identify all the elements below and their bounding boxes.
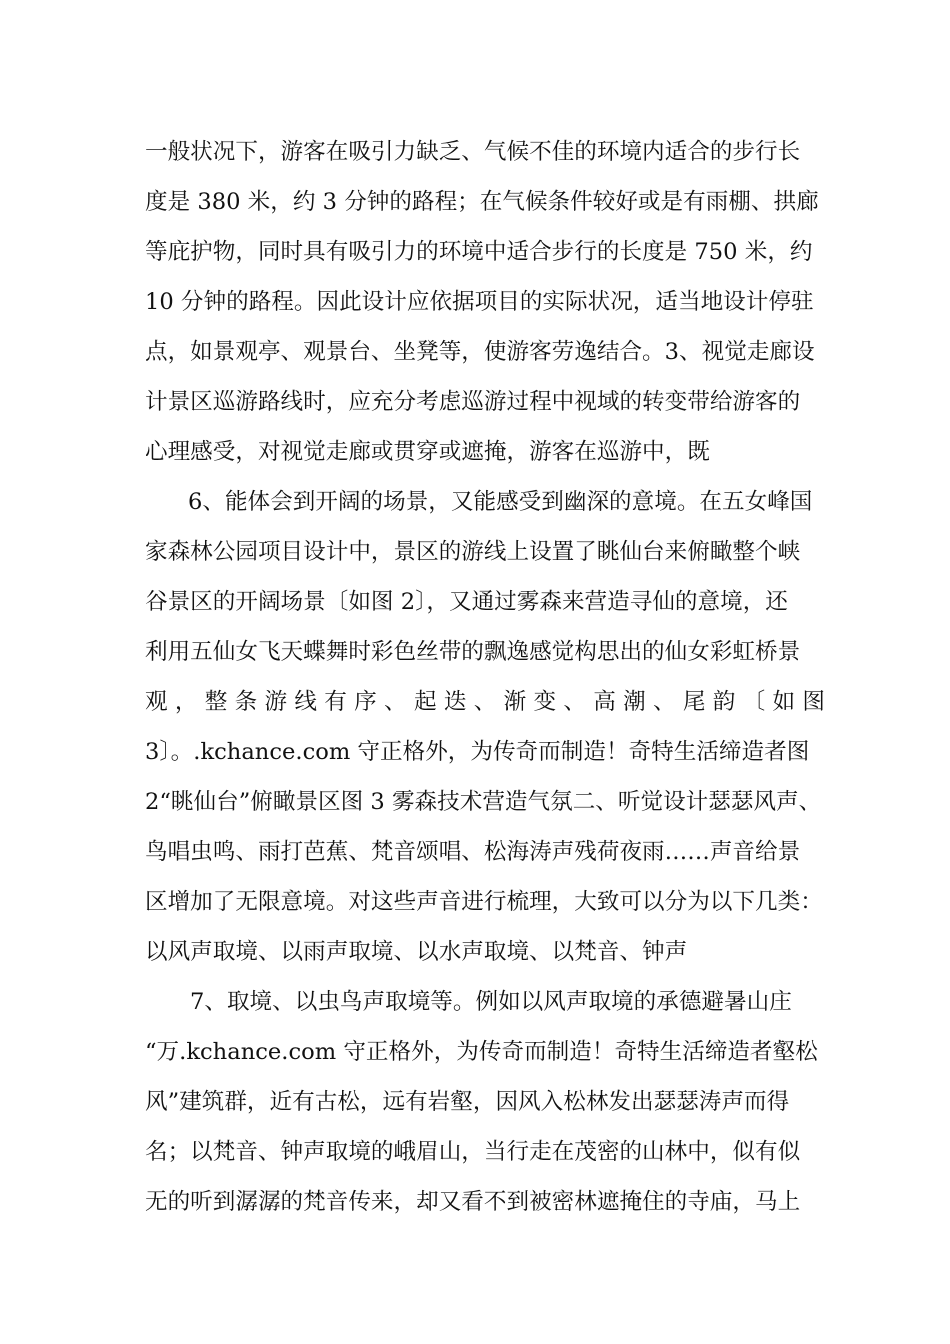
text-line: 谷景区的开阔场景〔如图 2〕，又通过雾森来营造寻仙的意境，还 (145, 589, 788, 615)
text-line: 计景区巡游路线时，应充分考虑巡游过程中视域的转变带给游客的 (145, 389, 801, 415)
text-line: 度是 380 米，约 3 分钟的路程；在气候条件较好或是有雨棚、拱廊 (145, 189, 819, 215)
text-line: 等庇护物，同时具有吸引力的环境中适合步行的长度是 750 米，约 (145, 239, 813, 265)
text-line: 点，如景观亭、观景台、坐凳等，使游客劳逸结合。3、视觉走廊设 (145, 339, 815, 365)
text-line: 鸟唱虫鸣、雨打芭蕉、梵音颂唱、松海涛声残荷夜雨……声音给景 (145, 839, 801, 865)
text-line: 风”建筑群，近有古松，远有岩壑，因风入松林发出瑟瑟涛声而得 (145, 1089, 790, 1115)
text-line: 10 分钟的路程。因此设计应依据项目的实际状况，适当地设计停驻 (145, 289, 814, 315)
text-line: 2“眺仙台”俯瞰景区图 3 雾森技术营造气氛二、听觉设计瑟瑟风声、 (145, 789, 822, 815)
paragraph-6-first-line: 6、能体会到开阔的场景，又能感受到幽深的意境。在五女峰国 (188, 489, 813, 515)
text-line: 利用五仙女飞天蝶舞时彩色丝带的飘逸感觉构思出的仙女彩虹桥景 (145, 639, 801, 665)
text-line: 心理感受，对视觉走廊或贯穿或遮掩，游客在巡游中，既 (145, 439, 710, 465)
text-line: 观，整条游线有序、起迭、渐变、高潮、尾韵〔如图 (145, 689, 825, 715)
text-line: 名；以梵音、钟声取境的峨眉山，当行走在茂密的山林中，似有似 (145, 1139, 801, 1165)
text-line: 以风声取境、以雨声取境、以水声取境、以梵音、钟声 (145, 939, 688, 965)
text-line: 无的听到潺潺的梵音传来，却又看不到被密林遮掩住的寺庙，马上 (145, 1189, 801, 1215)
paragraph-7-first-line: 7、取境、以虫鸟声取境等。例如以风声取境的承德避暑山庄 (190, 989, 792, 1015)
text-line: “万.kchance.com 守正格外，为传奇而制造！奇特生活缔造者壑松 (145, 1039, 818, 1065)
text-line: 一般状况下，游客在吸引力缺乏、气候不佳的环境内适合的步行长 (145, 139, 801, 165)
text-line: 3〕。.kchance.com 守正格外，为传奇而制造！奇特生活缔造者图 (145, 739, 810, 765)
text-line: 家森林公园项目设计中，景区的游线上设置了眺仙台来俯瞰整个峡 (145, 539, 801, 565)
text-line: 区增加了无限意境。对这些声音进行梳理，大致可以分为以下几类： (145, 889, 823, 915)
